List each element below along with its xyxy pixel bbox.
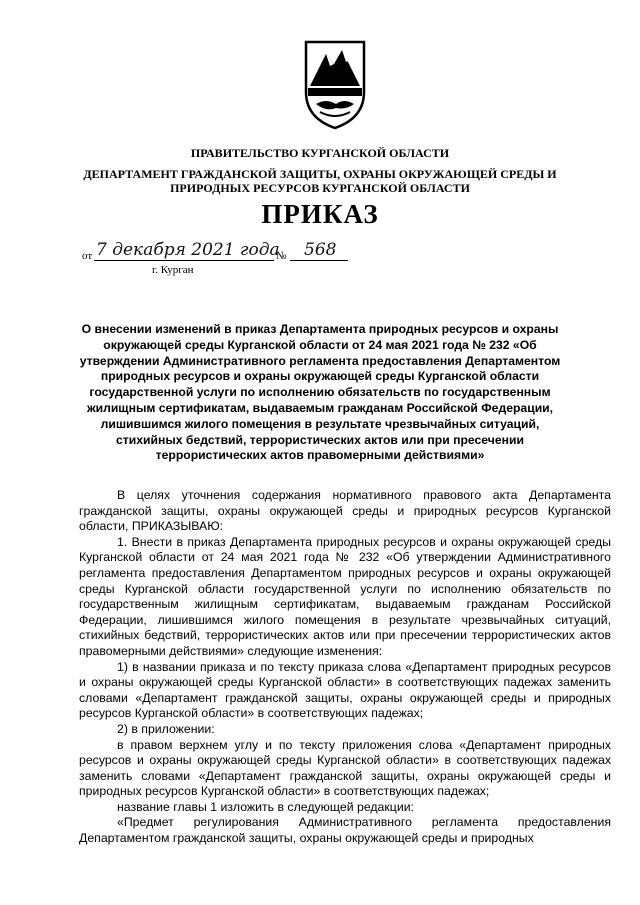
subject-title: О внесении изменений в приказ Департамента природных ресурсов и охраны окружающей среды Курганской области от 24 мая 2021 года № 232 «Об утверждении Административного регламента предоставления Департаментом природных ресурсов и охраны окружающей среды Курганской области государственной услуги по исполнению обязательств по государственным жилищным сертификатам, выдаваемым гражданам Российской Федерации, лишившимся жилого помещения в результате чрезвычайных ситуаций, стихийных бедствий, террористических актов или при пресечении террористических актов правомерными действиями» [79,322,561,463]
city-label: г. Курган [152,264,194,276]
document-body [79,488,611,847]
document-type-title: ПРИКАЗ [261,199,379,229]
paragraph: 1. Внести в приказ Департамента природных ресурсов и охраны окружающей среды Курганской области от 24 мая 2021 года № 232 «Об утверждении Административного регламента предоставления Департаментом природных ресурсов и охраны окружающей среды Курганской области государственной услуги по исполнению обязательств по государственным жилищным сертификатам, выдаваемым гражданам Российской Федерации, лишившимся жилого помещения в результате чрезвычайных ситуаций, стихийных бедствий, террористических актов или при пресечении террористических актов правомерными действиями» следующие изменения: [79,534,611,658]
paragraph: 1) в названии приказа и по тексту приказа слова «Департамент природных ресурсов и охраны окружающей среды Курганской области» в соответствующих падежах заменить словами «Департамент гражданской защиты, охраны окружающей среды и природных ресурсов Курганской области» в соответствующих падежах; [79,659,611,721]
paragraph: 2) в приложении: [117,721,215,736]
paragraph: В целях уточнения содержания нормативного правового акта Департамента гражданской защиты, охраны окружающей среды и природных ресурсов Курганской области, ПРИКАЗЫВАЮ: [79,488,611,534]
date-number-line [82,240,382,270]
date-prefix: от [82,250,93,262]
government-header: ПРАВИТЕЛЬСТВО КУРГАНСКОЙ ОБЛАСТИ [190,146,450,160]
department-header [0,167,640,195]
department-header-line1: ДЕПАРТАМЕНТ ГРАЖДАНСКОЙ ЗАЩИТЫ, ОХРАНЫ ОКРУЖАЮЩЕЙ СРЕДЫ И [83,167,557,181]
handwritten-number: 568 [304,240,337,260]
department-header-line2: ПРИРОДНЫХ РЕСУРСОВ КУРГАНСКОЙ ОБЛАСТИ [170,181,470,195]
paragraph: в правом верхнем углу и по тексту приложения слова «Департамент природных ресурсов и охраны окружающей среды Курганской области» в соответствующих падежах заменить словами «Департамент гражданской защиты, охраны окружающей среды и природных ресурсов Курганской области» в соответствующих падежах; [79,737,611,799]
number-underline [290,260,348,261]
handwritten-date: 7 декабря 2021 года [96,240,280,260]
number-label: № [276,250,287,262]
paragraph: «Предмет регулирования Административного регламента предоставления Департаментом гражданской защиты, охраны окружающей среды и природных [79,815,611,846]
paragraph: название главы 1 изложить в следующей редакции: [117,799,414,814]
date-underline [94,260,274,261]
coat-of-arms-emblem [304,40,366,130]
